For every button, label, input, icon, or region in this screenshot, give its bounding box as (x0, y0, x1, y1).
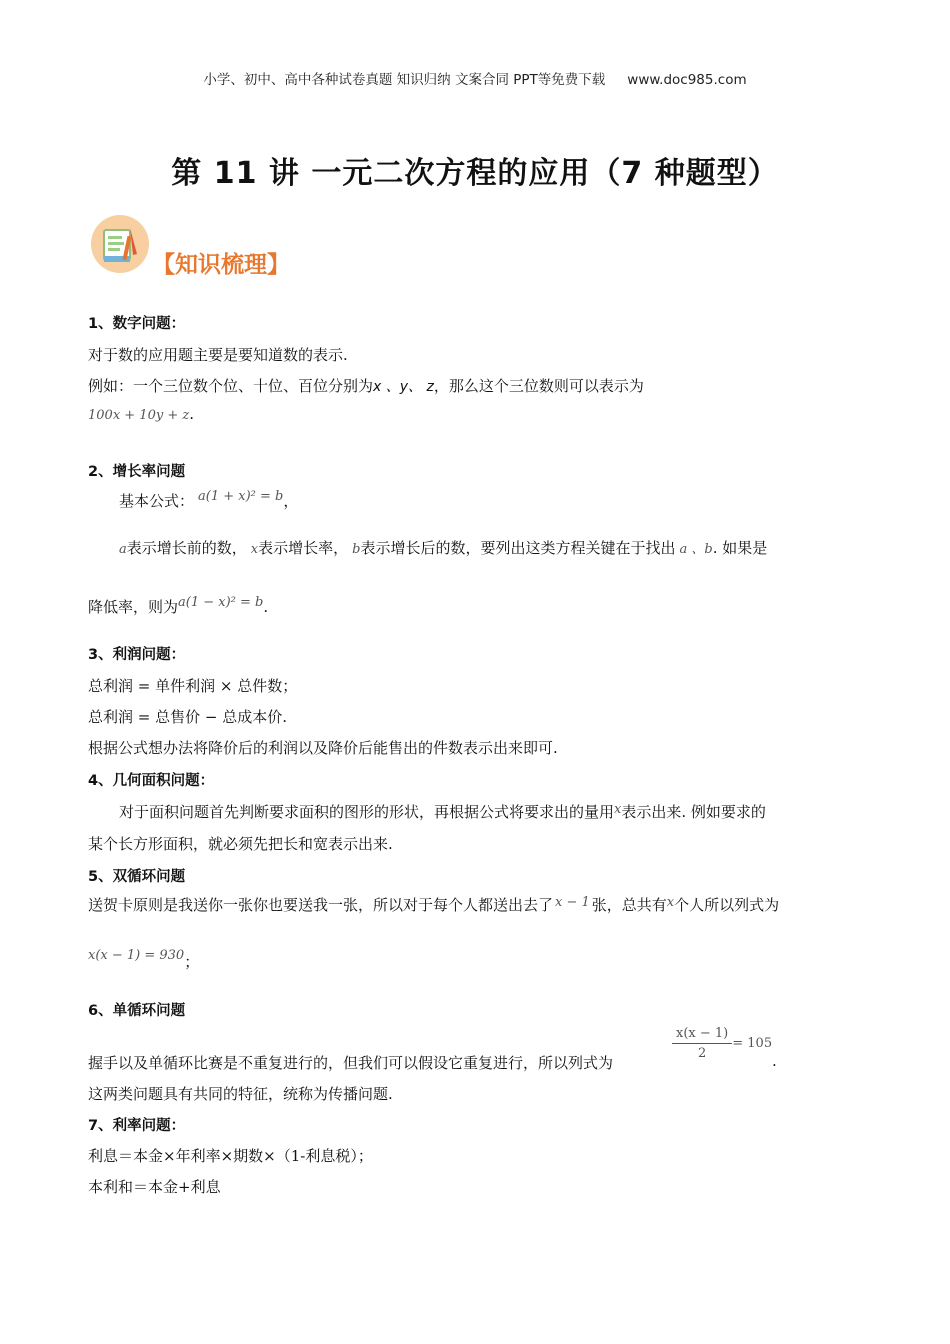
section-label: 【知识梳理】 (152, 252, 290, 278)
s6-formula (672, 1026, 772, 1061)
s5-line1-a: 送贺卡原则是我送你一张你也要送我一张，所以对于每个人都送出去了 (88, 896, 554, 914)
s2-line3-end: . (263, 598, 269, 616)
s3-heading: 3、利润问题： (88, 647, 186, 663)
s2-b-text: 表示增长后的数，要列出这类方程关键在于找出 (360, 539, 676, 557)
s4-line1 (119, 801, 766, 822)
s1-formula-line (88, 404, 194, 423)
s7-line1: 利息＝本金×年利率×期数×（1-利息税）； (88, 1147, 373, 1165)
s2-formula: a(1 + x)² = b (198, 489, 284, 504)
s6-frac-num: x(x − 1) (672, 1026, 732, 1044)
s2-line3-formula: a(1 − x)² = b (178, 595, 264, 610)
s1-line2 (88, 375, 644, 396)
s3-line1: 总利润 = 单件利润 × 总件数； (88, 677, 298, 695)
s2-b: b (352, 542, 361, 557)
page-title: 第 11 讲 一元二次方程的应用（7 种题型） (171, 156, 779, 191)
s4-line1-b: 表示出来. 例如要求的 (621, 803, 766, 821)
s1-heading: 1、数字问题： (88, 316, 186, 332)
s6-dot: . (772, 1052, 777, 1070)
s2-x-text: 表示增长率， (258, 539, 349, 557)
s1-line2-a: 例如：一个三位数个位、十位、百位分别为 (88, 377, 374, 395)
s5-expr: x − 1 (555, 895, 590, 910)
s6-frac-rhs: = 105 (732, 1036, 773, 1051)
s1-line1: 对于数的应用题主要是要知道数的表示. (88, 346, 348, 364)
s6-heading: 6、单循环问题 (88, 1003, 186, 1019)
page-header (0, 68, 950, 88)
s5-formula: x(x − 1) = 930 (88, 948, 185, 963)
s2-a: a (119, 542, 127, 557)
s2-x: x (250, 542, 259, 557)
s3-line3: 根据公式想办法将降价后的利润以及降价后能售出的件数表示出来即可. (88, 739, 558, 757)
s1-formula: 100x + 10y + z (88, 408, 190, 423)
s2-formula-line (119, 490, 298, 511)
s6-line2: 这两类问题具有共同的特征，统称为传播问题. (88, 1085, 393, 1103)
s6-frac-den: 2 (697, 1046, 707, 1061)
s2-ab: a 、b (679, 542, 713, 557)
s1-vars: x 、y、 z (373, 379, 434, 395)
s4-x: x (614, 802, 622, 817)
s5-x: x (666, 895, 675, 910)
header-text: 小学、初中、高中各种试卷真题 知识归纳 文案合同 PPT等免费下载 (203, 72, 606, 88)
s4-line1-a: 对于面积问题首先判断要求面积的图形的形状，再根据公式将要求出的量用 (119, 803, 615, 821)
s2-end: . 如果是 (712, 539, 768, 557)
s1-dot: . (189, 405, 194, 423)
s2-para (119, 537, 767, 558)
s5-heading: 5、双循环问题 (88, 869, 186, 885)
s5-line1-c: 个人所以列式为 (674, 896, 780, 914)
s4-line2: 某个长方形面积，就必须先把长和宽表示出来. (88, 835, 393, 853)
notebook-icon (90, 214, 150, 274)
s7-line2: 本利和＝本金+利息 (88, 1178, 221, 1196)
s5-formula-line (88, 943, 200, 971)
s2-a-text: 表示增长前的数， (126, 539, 247, 557)
s4-heading: 4、几何面积问题： (88, 773, 215, 789)
s1-line2-b: ，那么这个三位数则可以表示为 (433, 377, 644, 395)
s2-comma: ， (283, 492, 299, 510)
s2-heading: 2、增长率问题 (88, 464, 186, 480)
s5-semi: ； (184, 953, 200, 971)
header-url[interactable]: www.doc985.com (627, 72, 747, 88)
s5-line1 (88, 894, 779, 915)
s7-heading: 7、利率问题： (88, 1118, 186, 1134)
s6-fraction (672, 1026, 732, 1061)
s2-formula-label: 基本公式： (119, 492, 195, 510)
s5-line1-b: 张，总共有 (591, 896, 667, 914)
s2-line3-a: 降低率，则为 (88, 598, 179, 616)
s2-line3 (88, 596, 268, 617)
s3-line2: 总利润 = 总售价 − 总成本价. (88, 708, 287, 726)
s6-line1: 握手以及单循环比赛是不重复进行的，但我们可以假设它重复进行，所以列式为 (88, 1054, 614, 1072)
